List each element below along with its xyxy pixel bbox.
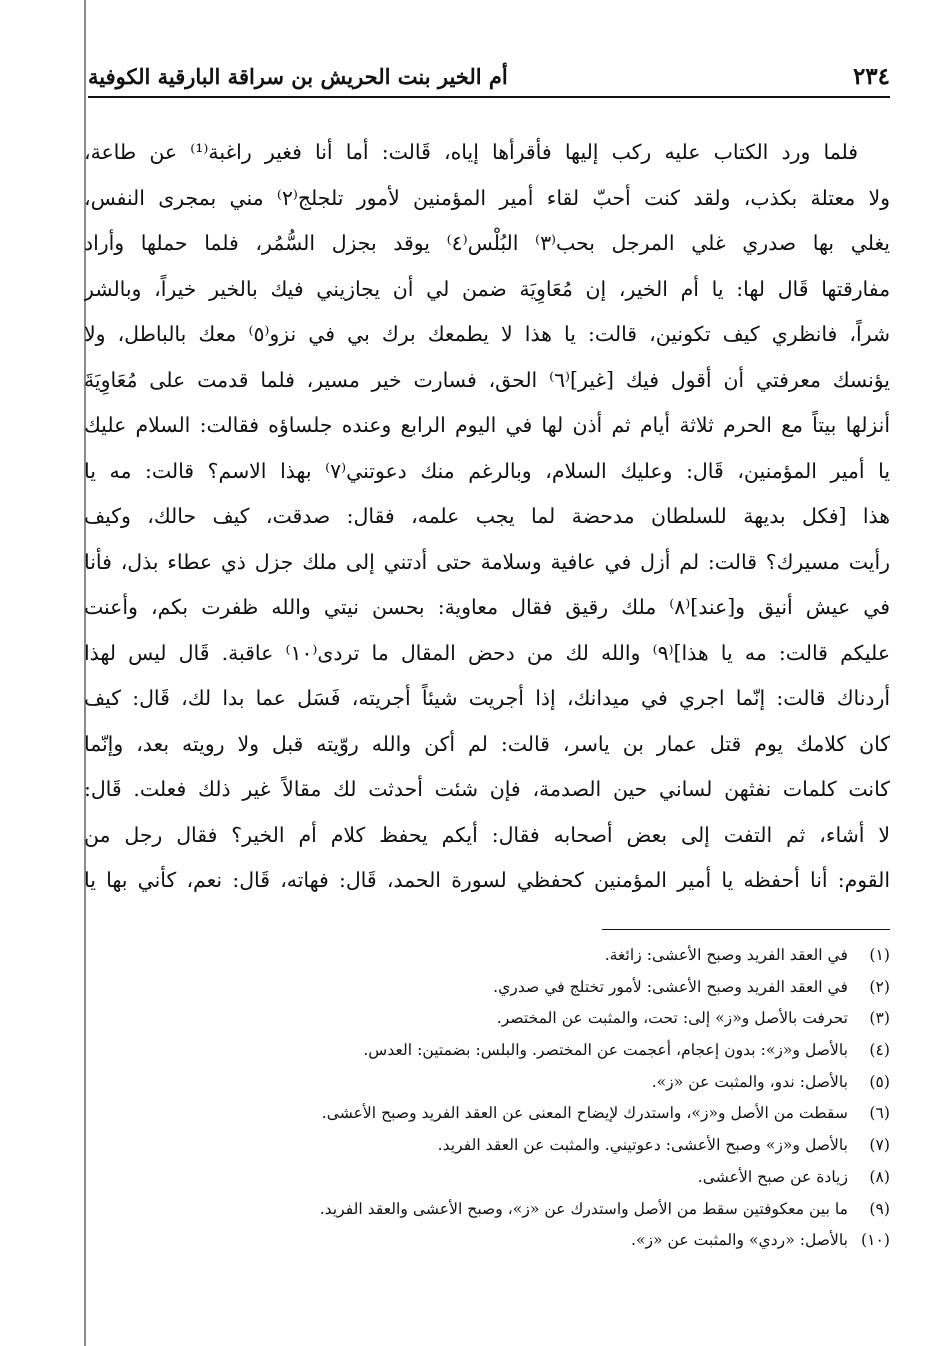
footnote-text: ما بين معكوفتين سقط من الأصل واستدرك عن «ز»، وصبح الأعشى والعقد الفريد.	[319, 1199, 848, 1218]
footnote-text: في العقد الفريد وصبح الأعشى: زائغة.	[604, 946, 848, 964]
footnote-text: في العقد الفريد وصبح الأعشى: لأمور تختلج في صدري.	[493, 977, 848, 996]
footnote-text: سقطت من الأصل و«ز»، واستدرك لإيضاح المعنى عن العقد الفريد وصبح الأعشى.	[321, 1104, 848, 1123]
footnote-number: (١٠)	[861, 1231, 890, 1250]
text-line: يا أمير المؤمنين، قَال: وعليك السلام، وبالرغم منك دعوتني⁽٧⁾ بهذا الاسم؟ قالت: مه يا	[84, 458, 890, 483]
text-line: رأيت مسيرك؟ قالت: لم أزل في عافية وسلامة حتى أدتني إلى ملك جزل ذي عطاء بذل، فأنا	[84, 549, 890, 574]
footnote-number: (٥)	[869, 1072, 890, 1091]
main-text	[84, 130, 890, 904]
footnote-text: زيادة عن صبح الأعشى.	[697, 1167, 848, 1186]
text-line: هذا [فكل بديهة للسلطان مدحضة لما يجب علمه، فقال: صدقت، كيف حالك، وكيف	[84, 504, 890, 528]
footnote	[84, 1003, 890, 1035]
footnote-number: (٣)	[869, 1009, 890, 1028]
text-line: فلما ورد الكتاب عليه ركب إليها فأقرأها إياه، قَالت: أما أنا فغير راغبة⁽¹⁾ عن طاعة،	[84, 140, 858, 164]
text-line: عليكم قالت: مه يا هذا]⁽٩⁾ والله لك من دحض المقال ما تردى⁽١٠⁾ عاقبة. قَال ليس لهذا	[84, 640, 890, 665]
footnote	[84, 1098, 890, 1130]
text-line: أردناك قالت: إنّما اجري في ميدانك، إذا أجريت شيئاً أجريته، فَسَل عما بدا لك، قَال: كيف	[84, 686, 890, 710]
running-header	[88, 50, 890, 98]
text-line: القوم: أنا أحفظه يا أمير المؤمنين كحفظي لسورة الحمد، قَال: فهاته، قَال: نعم، كأني بها يا	[84, 868, 890, 892]
footnote-number: (٧)	[869, 1136, 890, 1155]
text-line: مفارقتها قَال لها: يا أم الخير، إن مُعَاوِيَة ضمن لي أن يجازيني فيك بالخير خيراً، وبالشر	[84, 276, 890, 301]
footnote-text: بالأصل و«ز» وصبح الأعشى: دعوتيني. والمثبت عن العقد الفريد.	[437, 1136, 848, 1155]
page-number: ٢٣٤	[852, 63, 890, 90]
footnote-number: (١)	[869, 946, 890, 964]
text-line: شراً، فانظري كيف تكونين، قالت: يا هذا لا يطمعك برك بي في نزو⁽٥⁾ معك بالباطل، ولا	[84, 322, 890, 346]
running-title: أم الخير بنت الحريش بن سراقة البارقية الكوفية	[88, 64, 508, 89]
footnote-number: (٩)	[869, 1199, 890, 1218]
footnote-divider	[602, 929, 890, 930]
footnote-text: تحرفت بالأصل و«ز» إلى: تحت، والمثبت عن المختصر.	[496, 1009, 848, 1028]
footnote	[84, 972, 890, 1004]
footnote-number: (٤)	[869, 1041, 890, 1060]
text-line: ولا معتلة بكذب، ولقد كنت أحبّ لقاء أمير المؤمنين لأمور تلجلج⁽٢⁾ مني بمجرى النفس،	[84, 185, 890, 210]
footnote-number: (٢)	[869, 977, 890, 996]
footnote-number: (٨)	[869, 1167, 890, 1186]
footnote	[84, 940, 890, 972]
text-line: كانت كلمات نفثهن لساني حين الصدمة، فإن شئت أحدثت لك مقالاً غير ذلك فعلت. قَال:	[84, 777, 890, 801]
footnotes	[84, 940, 890, 1257]
footnote	[84, 1035, 890, 1067]
footnote-number: (٦)	[869, 1104, 890, 1123]
text-line: لا أشاء، ثم التفت إلى بعض أصحابه فقال: أيكم يحفظ كلام أم الخير؟ فقال رجل من	[84, 822, 890, 847]
footnote	[84, 1130, 890, 1162]
footnote	[84, 1162, 890, 1194]
text-line: أنزلها بيتاً مع الحرم ثلاثة أيام ثم أذن لها في اليوم الرابع وعنده جلساؤه فقالت: السلام عليك	[84, 413, 890, 437]
footnote-text: بالأصل و«ز»: بدون إعجام، أعجمت عن المختصر. والبلس: بضمتين: العدس.	[363, 1041, 848, 1060]
text-line: يغلي بها صدري غلي المرجل بحب⁽٣⁾ البُلْس⁽٤⁾ يوقد بجزل السُّمُر، فلما حملها وأراد	[84, 231, 890, 255]
footnote	[84, 1194, 890, 1226]
footnote-text: بالأصل: «ردي» والمثبت عن «ز».	[631, 1231, 848, 1250]
footnote-text: بالأصل: ندو، والمثبت عن «ز».	[651, 1072, 848, 1091]
text-line: في عيش أنيق و[عند]⁽٨⁾ ملك رقيق فقال معاوية: بحسن نيتي والله ظفرت بكم، وأعنت	[84, 595, 890, 619]
text-line: يؤنسك معرفتي أن أقول فيك [غير]⁽٦⁾ الحق، فسارت خير مسير، فلما قدمت على مُعَاوِيَةَ	[84, 367, 890, 392]
text-line: كان كلامك يوم قتل عمار بن ياسر، قالت: لم أكن والله روّيته قبل ولا رويته بعد، وإنّما	[84, 731, 890, 756]
footnote	[84, 1225, 890, 1257]
footnote	[84, 1067, 890, 1099]
